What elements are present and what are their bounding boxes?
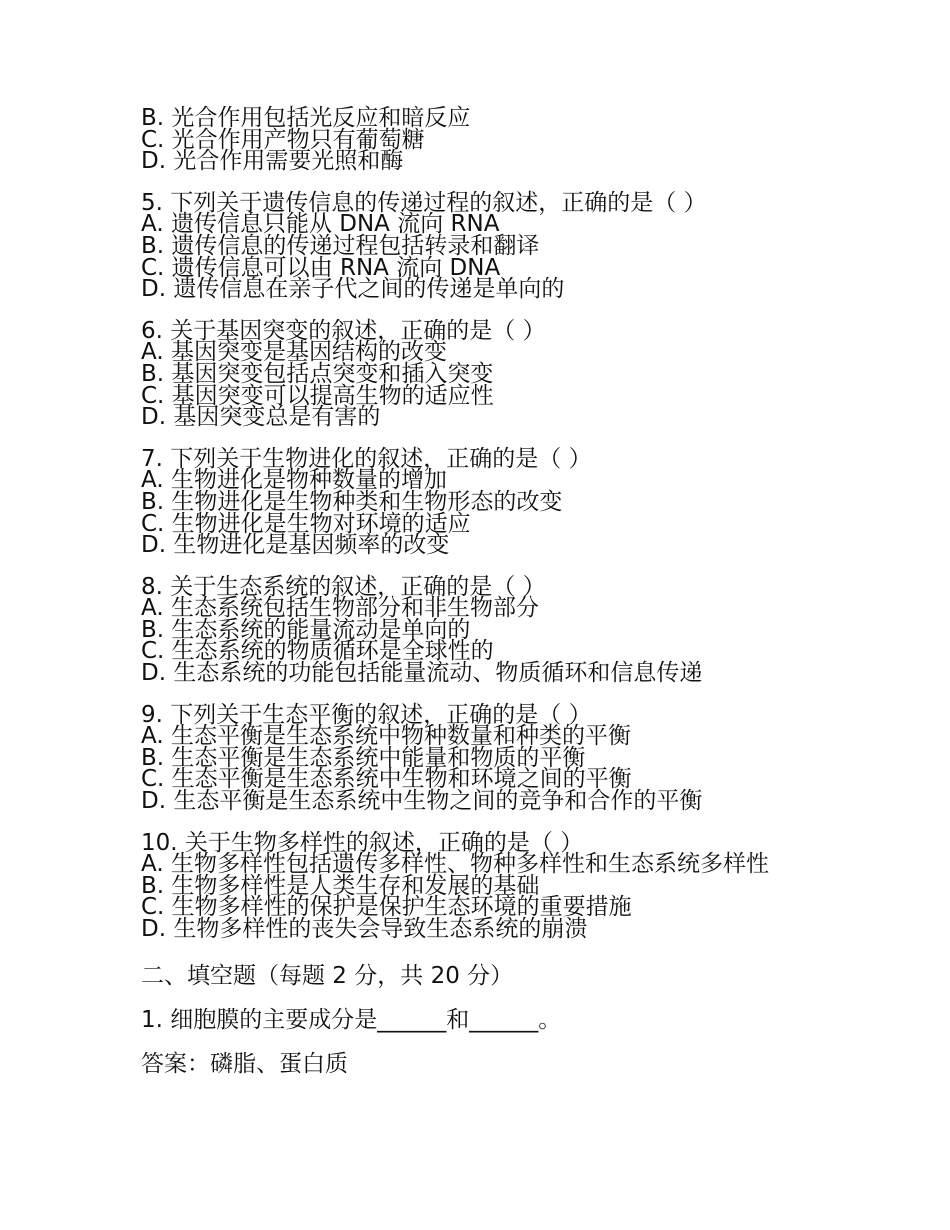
option-a: A. 生态系统包括生物部分和非生物部分 — [141, 595, 539, 622]
question-stem: 9. 下列关于生态平衡的叙述，正确的是（ ） — [141, 701, 592, 728]
question-5 — [141, 189, 821, 303]
option-a: A. 遗传信息只能从 DNA 流向 RNA — [141, 211, 500, 238]
question-7 — [141, 445, 821, 559]
option-b: B. 遗传信息的传递过程包括转录和翻译 — [141, 232, 540, 259]
option-b: B. 生态系统的能量流动是单向的 — [141, 616, 471, 643]
option-c: C. 光合作用产物只有葡萄糖 — [141, 126, 425, 153]
option-a: A. 生物进化是物种数量的增加 — [141, 467, 447, 494]
question-6 — [141, 317, 821, 431]
option-d: D. 基因突变总是有害的 — [141, 404, 381, 431]
question-stem: 8. 关于生态系统的叙述，正确的是（ ） — [141, 573, 546, 600]
section-title: 二、填空题（每题 2 分，共 20 分） — [141, 962, 514, 989]
fill-question-1: 1. 细胞膜的主要成分是______和______。 — [141, 1006, 562, 1033]
question-stem: 6. 关于基因突变的叙述，正确的是（ ） — [141, 317, 546, 344]
option-a: A. 生态平衡是生态系统中物种数量和种类的平衡 — [141, 723, 631, 750]
option-c: C. 生物多样性的保护是保护生态环境的重要措施 — [141, 894, 632, 921]
option-d: D. 生态系统的功能包括能量流动、物质循环和信息传递 — [141, 660, 703, 687]
option-d: D. 生态平衡是生态系统中生物之间的竞争和合作的平衡 — [141, 788, 703, 815]
option-c: C. 生物进化是生物对环境的适应 — [141, 510, 471, 537]
option-c: C. 生态平衡是生态系统中生物和环境之间的平衡 — [141, 766, 632, 793]
option-b: B. 生物进化是生物种类和生物形态的改变 — [141, 488, 563, 515]
question-stem: 7. 下列关于生物进化的叙述，正确的是（ ） — [141, 445, 592, 472]
option-d: D. 光合作用需要光照和酶 — [141, 148, 404, 175]
answer-text: 答案：磷脂、蛋白质 — [141, 1050, 348, 1077]
question-stem: 5. 下列关于遗传信息的传递过程的叙述，正确的是（ ） — [141, 189, 707, 216]
question-8 — [141, 573, 821, 687]
option-d: D. 生物多样性的丧失会导致生态系统的崩溃 — [141, 916, 588, 942]
question-9 — [141, 701, 821, 815]
option-a: A. 生物多样性包括遗传多样性、物种多样性和生态系统多样性 — [141, 851, 769, 878]
question-10 — [141, 829, 821, 942]
option-d: D. 遗传信息在亲子代之间的传递是单向的 — [141, 276, 565, 303]
option-d: D. 生物进化是基因频率的改变 — [141, 532, 450, 559]
option-b: B. 生物多样性是人类生存和发展的基础 — [141, 872, 540, 899]
option-a: A. 基因突变是基因结构的改变 — [141, 339, 447, 366]
option-b: B. 基因突变包括点突变和插入突变 — [141, 360, 494, 387]
question-4-tail — [141, 105, 821, 175]
option-b: B. 光合作用包括光反应和暗反应 — [141, 105, 471, 131]
option-c: C. 遗传信息可以由 RNA 流向 DNA — [141, 254, 501, 281]
option-c: C. 生态系统的物质循环是全球性的 — [141, 638, 494, 665]
question-stem: 10. 关于生物多样性的叙述，正确的是（ ） — [141, 829, 584, 856]
document-page — [141, 105, 821, 1079]
option-b: B. 生态平衡是生态系统中能量和物质的平衡 — [141, 744, 586, 771]
option-c: C. 基因突变可以提高生物的适应性 — [141, 382, 494, 409]
